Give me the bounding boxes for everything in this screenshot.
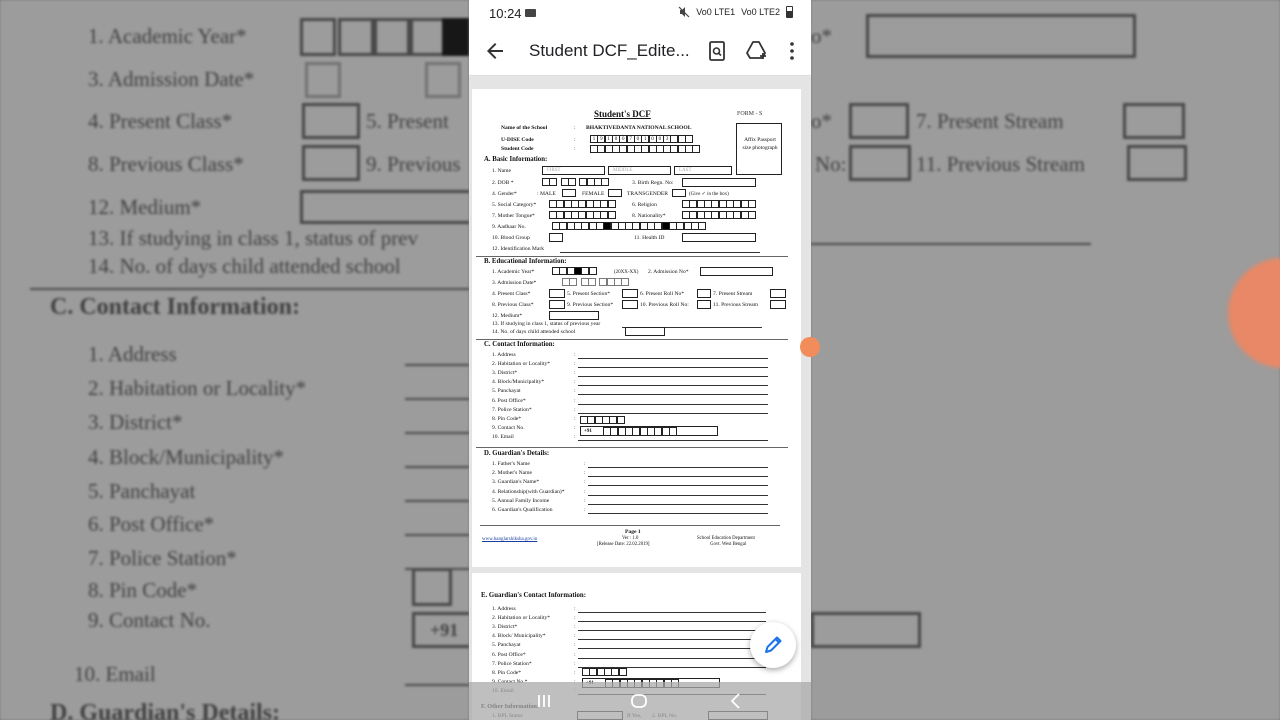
udise-code-cells: [590, 135, 692, 143]
contact-no-input[interactable]: [580, 426, 718, 436]
contact-prefix: +91: [584, 429, 592, 434]
udise-digit-cell: 0: [634, 135, 642, 143]
guardian-contact-field-input-line[interactable]: [578, 639, 766, 640]
document-page-1: Student's DCF FORM - S Name of the School : BHAKTIVEDANTA NATIONAL SCHOOL U-DISE Code : 1 9 1 0 0 7 0 1 0 0 3 Student Code : Affix Passport size photograph A. Basic Information: 1. Name FIRST MIDDLE LAST 2. DOB * 3. Birth Regn. No: 4. Gender* : MALE FEMALE TRANSGENDER (Give ✓ in the box) 5. Social Category* 6. Religion 7. Mother Tongue* 8. Nationality* 9. Aadhaar No. 10. Blood Group 11. Health ID 12. Identification Mark B. Educational Information: 1. Academic Year* (20XX-XX) 2. Admission No* 3. Admission Date* 4. Present Class* 5. Present Section* 6. Present Roll No* 7. Present Stream 8. Previous Class* 9. Previous Section* 10. Previous Roll No: 11. Previous Stream 12. Medium* 13. If studying in class 1, status of previous year 14. No. of days child attended school C. Contact Information: 1. Address : 2. Habitation or Locality* : 3. District* : 4. Block/Municipality* : 5. Panchayat : 6. Post Office* : 7. Police Station* : 8. Pin Code* : 9. Contact No. : 10. Email : +91 D. Guardian's Details: 1. Father's Name : 2. Mother's Name : 3. Guardian's Name* : 4. Relationship(with Guardian)* : 5. Annual Family Income : 6. Guardian's Qualification : www.banglarshiksha.gov.in Page 1 Ver : 1.0 [Release Date: 22.02.2019] School Education Department Govt. West Bengal: [472, 89, 801, 567]
field-medium-label: 12. Medium*: [492, 313, 523, 319]
bg-text: 13. If studying in class 1, status of prev: [88, 226, 419, 250]
guardian-contact-field-label: 6. Post Office*: [492, 651, 526, 658]
previous-roll-input[interactable]: [697, 300, 711, 309]
guardian-field-input-line[interactable]: [588, 513, 768, 514]
status-time: 10:24: [489, 6, 522, 21]
guardian-field-input-line[interactable]: [588, 504, 768, 505]
udise-digit-cell: 1: [590, 135, 598, 143]
field-social-label: 5. Social Category*: [492, 202, 537, 208]
guardian-field-label: 3. Guardian's Name*: [492, 479, 540, 486]
contact-field-label: 3. District*: [492, 370, 518, 377]
scroll-indicator[interactable]: [800, 337, 820, 357]
field-ident-label: 12. Identification Mark: [492, 246, 545, 252]
field-previous-class-label: 8. Previous Class*: [492, 302, 534, 308]
screen-record-icon: [525, 9, 536, 17]
field-health-label: 11. Health ID: [634, 235, 665, 241]
background-right: [811, 0, 1280, 720]
field-previous-section-label: 9. Previous Section*: [567, 302, 614, 308]
guardian-field-input-line[interactable]: [588, 485, 768, 486]
back-nav-icon[interactable]: [725, 690, 747, 712]
form-label: FORM - S: [737, 111, 763, 117]
bg-text: o*: [811, 109, 832, 133]
contact-field-input-line[interactable]: [578, 367, 768, 368]
guardian-field-label: 2. Mother's Name: [492, 470, 533, 477]
form-heading: Student's DCF: [594, 109, 651, 119]
days-attended-input[interactable]: [625, 327, 665, 336]
guardian-contact-field-label: 4. Block/ Municipality*: [492, 633, 546, 640]
udise-digit-cell: 1: [641, 135, 649, 143]
section-a-heading: A. Basic Information:: [484, 156, 548, 163]
field-gender-label: 4. Gender*: [492, 191, 517, 197]
contact-field-input-line[interactable]: [578, 376, 768, 377]
field-birth-regn-label: 3. Birth Regn. No:: [632, 180, 674, 186]
admission-no-input[interactable]: [700, 267, 773, 276]
bg-text: 10. Email: [74, 662, 156, 686]
guardian-field-label: 5. Annual Family Income: [492, 497, 550, 504]
guardian-contact-field-input-line[interactable]: [578, 658, 766, 659]
guardian-contact-field-label: 7. Police Station*: [492, 660, 532, 667]
contact-field-input-line[interactable]: [578, 385, 768, 386]
bg-text: 11. Previous Stream: [916, 152, 1085, 176]
udise-digit-cell: 0: [656, 135, 664, 143]
udise-digit-cell: 0: [649, 135, 657, 143]
more-options-icon[interactable]: [780, 39, 804, 63]
gender-transgender-checkbox[interactable]: [672, 189, 686, 197]
field-present-section-label: 5. Present Section*: [567, 291, 611, 297]
udise-digit-cell: 1: [605, 135, 613, 143]
udise-digit-cell: 7: [627, 135, 635, 143]
student-code-cells[interactable]: [590, 145, 700, 153]
field-nationality-label: 8. Nationality*: [632, 213, 666, 219]
udise-digit-cell: 9: [597, 135, 605, 143]
bg-text: 4. Present Class*: [88, 109, 233, 133]
field-dob-label: 2. DOB *: [492, 180, 514, 186]
pin-code-cells[interactable]: [580, 416, 624, 424]
network-2-label: Vo0 LTE2: [741, 7, 780, 17]
previous-stream-input[interactable]: [770, 300, 786, 309]
bg-text: 1. Address: [88, 342, 177, 366]
section-c-heading: C. Contact Information:: [484, 341, 555, 348]
bg-text: 5. Present: [366, 109, 449, 133]
home-icon[interactable]: [628, 690, 650, 712]
present-stream-input[interactable]: [770, 289, 786, 298]
contact-field-label: 6. Post Office*: [492, 397, 526, 404]
bg-text: 6. Post Office*: [88, 512, 215, 536]
year-format-note: (20XX-XX): [614, 270, 639, 275]
battery-icon: [786, 6, 793, 18]
photo-box: [736, 123, 782, 175]
recent-apps-icon[interactable]: [533, 690, 555, 712]
network-1-label: Vo0 LTE1: [696, 7, 736, 17]
guardian-contact-field-input-line[interactable]: [578, 621, 766, 622]
document-title: Student DCF_Edite...: [529, 41, 690, 60]
status-bar: [469, 0, 811, 26]
status-icons: [678, 6, 793, 18]
name-last-input[interactable]: LAST: [674, 166, 732, 175]
gender-female-label: FEMALE: [582, 191, 605, 197]
gender-male-checkbox[interactable]: [562, 189, 576, 197]
field-class1-status-label: 13. If studying in class 1, status of previous year: [492, 321, 601, 327]
guardian-field-label: 1. Father's Name: [492, 461, 530, 467]
navigation-bar: [469, 682, 811, 720]
bg-text: 7. Present Stream: [916, 109, 1064, 133]
section-e-heading: E. Guardian's Contact Information:: [481, 592, 586, 599]
field-aadhaar-label: 9. Aadhaar No.: [492, 224, 526, 230]
section-d-heading: D. Guardian's Details:: [484, 450, 550, 457]
bg-text: 4. Block/Municipality*: [88, 445, 284, 469]
birth-regn-input[interactable]: [682, 178, 756, 187]
website-link[interactable]: www.banglarshiksha.gov.in: [482, 537, 538, 542]
contact-field-label: 9. Contact No.: [492, 424, 525, 431]
give-tick-note: (Give ✓ in the box): [689, 192, 729, 197]
bg-text: No:: [815, 152, 847, 176]
contact-field-label: 2. Habitation or Locality*: [492, 361, 551, 368]
present-roll-input[interactable]: [697, 289, 711, 298]
contact-field-input-line[interactable]: [578, 358, 768, 359]
contact-field-label: 4. Block/Municipality*: [492, 379, 545, 386]
school-name-value: BHAKTIVEDANTA NATIONAL SCHOOL: [586, 125, 692, 131]
section-b-heading: B. Educational Information:: [484, 258, 567, 265]
edit-fab-button[interactable]: [750, 622, 796, 668]
guardian-contact-field-label: 2. Habitation or Locality*: [492, 615, 551, 622]
footer-release: [Release Date: 22.02.2019]: [597, 542, 650, 547]
udise-digit-cell: 0: [619, 135, 627, 143]
udise-empty-cell[interactable]: [685, 135, 693, 143]
footer-page: Page 1: [625, 529, 641, 535]
name-first-input[interactable]: FIRST: [542, 166, 605, 175]
guardian-field-input-line[interactable]: [588, 467, 768, 468]
bg-text: 9. Contact No.: [88, 608, 211, 632]
bg-text: 1. Academic Year*: [88, 24, 247, 48]
field-previous-roll-label: 10. Previous Roll No:: [640, 302, 689, 308]
back-arrow-icon[interactable]: [483, 39, 507, 63]
mother-tongue-cells[interactable]: [549, 211, 615, 219]
guardian-contact-field-input-line[interactable]: [578, 612, 766, 613]
blood-group-input[interactable]: [549, 233, 563, 242]
name-middle-input[interactable]: MIDDLE: [608, 166, 671, 175]
phone-screen: [469, 0, 811, 720]
pencil-icon: [750, 622, 796, 668]
contact-field-input-line[interactable]: [578, 394, 768, 395]
bg-heading: D. Guardian's Details:: [50, 700, 281, 720]
bg-heading: C. Contact Information:: [50, 294, 300, 320]
footer-version: Ver : 1.0: [622, 536, 639, 541]
contact-field-input-line[interactable]: [578, 440, 768, 441]
student-code-label: Student Code: [501, 146, 534, 152]
field-religion-label: 6. Religion: [632, 202, 657, 208]
bg-text: 8. Previous Class*: [88, 152, 244, 176]
medium-input[interactable]: [549, 311, 599, 320]
add-to-drive-icon[interactable]: [745, 39, 769, 63]
contact-field-label: 8. Pin Code*: [492, 415, 522, 422]
health-id-input[interactable]: [682, 233, 756, 242]
udise-label: U-DISE Code: [501, 137, 534, 143]
contact-field-label: 1. Address: [492, 352, 516, 358]
guardian-field-label: 4. Relationship(with Guardian)*: [492, 488, 565, 495]
bg-text: 3. District*: [88, 410, 183, 434]
contact-field-input-line[interactable]: [578, 413, 768, 414]
guardian-field-input-line[interactable]: [588, 476, 768, 477]
present-section-input[interactable]: [622, 289, 638, 298]
admission-date-cells[interactable]: [562, 278, 629, 286]
dob-cells[interactable]: [542, 178, 609, 186]
contact-field-label: 7. Police Station*: [492, 406, 532, 413]
guardian-contact-field-label: 3. District*: [492, 624, 518, 631]
guardian-contact-field-label: 5. Panchayat: [492, 642, 521, 649]
footer-dept-1: School Education Department: [697, 536, 755, 541]
guardian-field-input-line[interactable]: [588, 495, 768, 496]
field-academic-year-label: 1. Academic Year*: [492, 269, 535, 275]
photo-box-text: Affix Passport size photograph: [742, 137, 778, 151]
bg-text: 14. No. of days child attended school: [88, 254, 401, 278]
bg-text: 8. Pin Code*: [88, 578, 198, 602]
field-admission-no-label: 2. Admission No*: [648, 269, 689, 275]
field-admission-date-label: 3. Admission Date*: [492, 280, 537, 286]
field-present-roll-label: 6. Present Roll No*: [640, 291, 685, 297]
school-name-label: Name of the School: [501, 125, 548, 131]
app-bar: [469, 26, 811, 76]
bg-text: 12. Medium*: [88, 195, 202, 219]
guardian-field-label: 6. Guardian's Qualification: [492, 507, 553, 513]
academic-year-cells[interactable]: [552, 267, 596, 275]
guardian-contact-field-input-line[interactable]: [578, 630, 766, 631]
gender-transgender-label: TRANSGENDER: [627, 191, 669, 197]
search-document-icon[interactable]: [705, 39, 729, 63]
bg-text: 3. Admission Date*: [88, 67, 255, 91]
field-name-label: 1. Name: [492, 168, 511, 174]
bg-text: +91: [430, 620, 459, 640]
guardian-contact-field-label: 1. Address: [492, 606, 516, 612]
bg-text: 9. Previous: [366, 152, 461, 176]
guardian-pin-code-cells[interactable]: [582, 668, 626, 676]
present-class-input[interactable]: [549, 289, 565, 298]
field-present-stream-label: 7. Present Stream: [713, 291, 753, 297]
gender-male-label: : MALE: [537, 191, 556, 197]
udise-digit-cell: 3: [663, 135, 671, 143]
field-days-attended-label: 14. No. of days child attended school: [492, 329, 576, 335]
bg-text: 7. Police Station*: [88, 546, 237, 570]
document-page-2: E. Guardian's Contact Information: 1. Address : 2. Habitation or Locality* : 3. District* : 4. Block/ Municipality* : 5. Panchayat : 6. Post Office* : 7. Police Station* : 8. Pin Code* :: [472, 573, 801, 720]
bg-text: 5. Panchayat: [88, 479, 196, 503]
field-blood-label: 10. Blood Group: [492, 235, 530, 241]
nationality-cells[interactable]: [682, 211, 755, 219]
field-present-class-label: 4. Present Class*: [492, 291, 531, 297]
gender-female-checkbox[interactable]: [608, 189, 622, 197]
background-left: [0, 0, 469, 720]
field-previous-stream-label: 11. Previous Stream: [713, 302, 759, 308]
contact-field-label: 5. Panchayat: [492, 388, 521, 395]
religion-cells[interactable]: [682, 200, 755, 208]
bg-text: o*: [811, 24, 832, 48]
aadhaar-cells[interactable]: [552, 222, 706, 230]
footer-dept-2: Govt. West Bengal: [710, 542, 747, 547]
contact-field-label: 10. Email: [492, 433, 514, 440]
bg-text: 2. Habitation or Locality*: [88, 376, 307, 400]
guardian-contact-field-input-line[interactable]: [578, 648, 766, 649]
contact-field-input-line[interactable]: [578, 404, 768, 405]
udise-digit-cell: 0: [612, 135, 620, 143]
previous-section-input[interactable]: [622, 300, 638, 309]
field-mother-tongue-label: 7. Mother Tongue*: [492, 213, 535, 219]
previous-class-input[interactable]: [549, 300, 565, 309]
mute-icon: [678, 6, 690, 18]
guardian-contact-field-label: 8. Pin Code*: [492, 669, 522, 676]
social-cells[interactable]: [549, 200, 615, 208]
